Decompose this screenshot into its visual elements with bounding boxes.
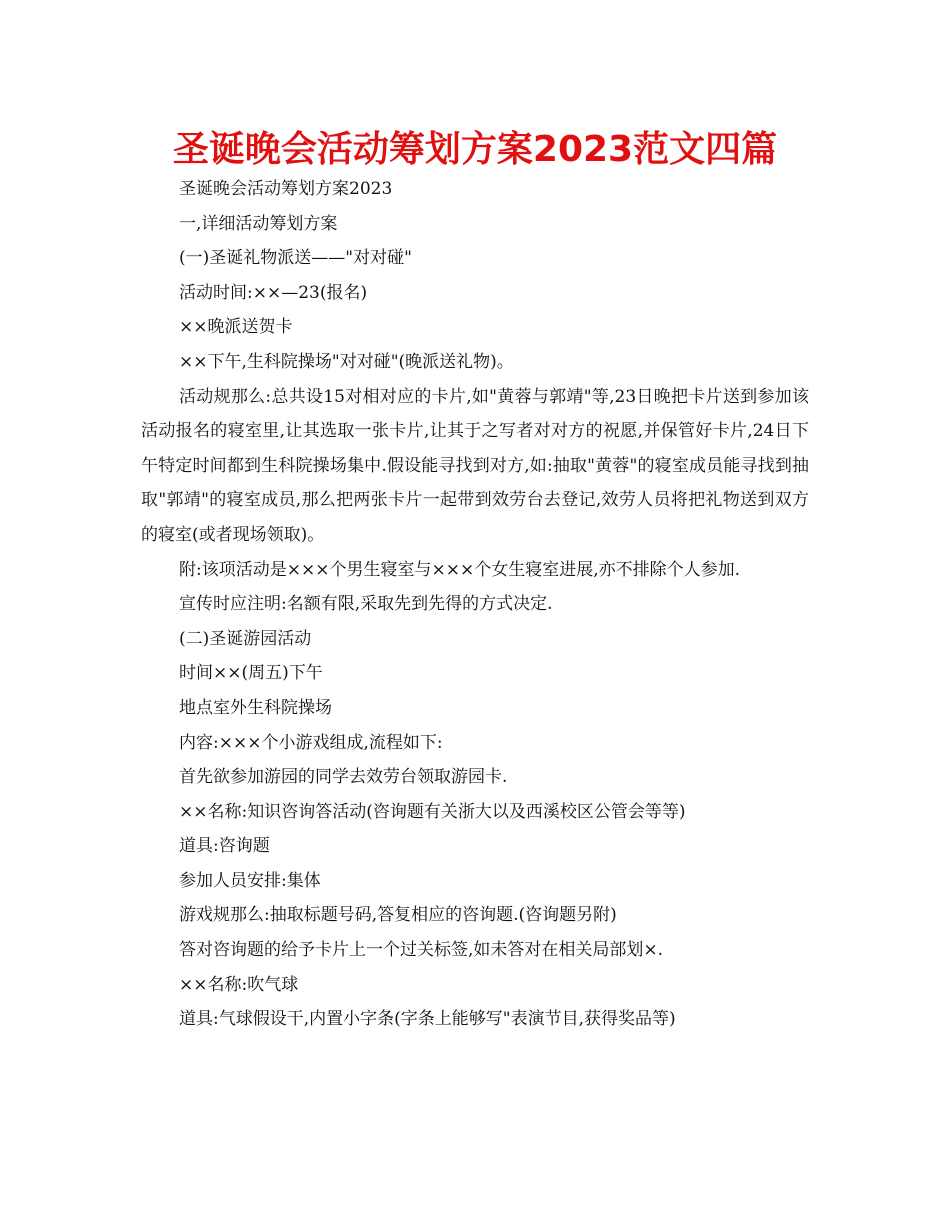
paragraph-16: 道具:咨询题 xyxy=(179,836,270,857)
paragraph-10: (二)圣诞游园活动 xyxy=(179,628,312,649)
paragraph-7: 活动规那么:总共设15对相对应的卡片,如"黄蓉与郭靖"等,23日晚把卡片送到参加该活动报名的寝室里,让其选取一张卡片,让其于之写者对对方的祝愿,并保管好卡片,24日下午特定时间都到生科院操场集中.假设能寻找到对方,如:抽取"黄蓉"的寝室成员能寻找到抽取"郭靖"的寝室成员,那么把两张卡片一起带到效劳台去登记,效劳人员将把礼物送到双方的寝室(或者现场领取)。 xyxy=(141,386,809,545)
paragraph-19: 答对咨询题的给予卡片上一个过关标签,如未答对在相关局部划×. xyxy=(179,940,664,961)
paragraph-18: 游戏规那么:抽取标题号码,答复相应的咨询题.(咨询题另附) xyxy=(179,905,617,926)
document-title: 圣诞晚会活动筹划方案2023范文四篇 xyxy=(172,129,778,170)
paragraph-2: 一,详细活动筹划方案 xyxy=(179,213,338,234)
paragraph-21: 道具:气球假设干,内置小字条(字条上能够写"表演节目,获得奖品等) xyxy=(179,1009,676,1030)
paragraph-12: 地点室外生科院操场 xyxy=(179,697,332,718)
paragraph-9: 宣传时应注明:名额有限,采取先到先得的方式决定. xyxy=(179,594,553,615)
paragraph-5: ××晚派送贺卡 xyxy=(179,317,293,338)
paragraph-14: 首先欲参加游园的同学去效劳台领取游园卡. xyxy=(179,767,508,788)
paragraph-15: ××名称:知识咨询答活动(咨询题有关浙大以及西溪校区公管会等等) xyxy=(179,801,686,822)
paragraph-3: (一)圣诞礼物派送——"对对碰" xyxy=(179,248,412,269)
paragraph-11: 时间××(周五)下午 xyxy=(179,663,323,684)
paragraph-1: 圣诞晚会活动筹划方案2023 xyxy=(179,179,393,199)
paragraph-17: 参加人员安排:集体 xyxy=(179,870,321,891)
paragraph-20: ××名称:吹气球 xyxy=(179,974,299,995)
paragraph-4: 活动时间:××—23(报名) xyxy=(179,282,368,303)
document-body xyxy=(141,172,809,1037)
paragraph-6: ××下午,生科院操场"对对碰"(晚派送礼物)。 xyxy=(179,351,514,372)
paragraph-13: 内容:×××个小游戏组成,流程如下: xyxy=(179,732,443,753)
paragraph-8: 附:该项活动是×××个男生寝室与×××个女生寝室进展,亦不排除个人参加. xyxy=(179,559,740,580)
